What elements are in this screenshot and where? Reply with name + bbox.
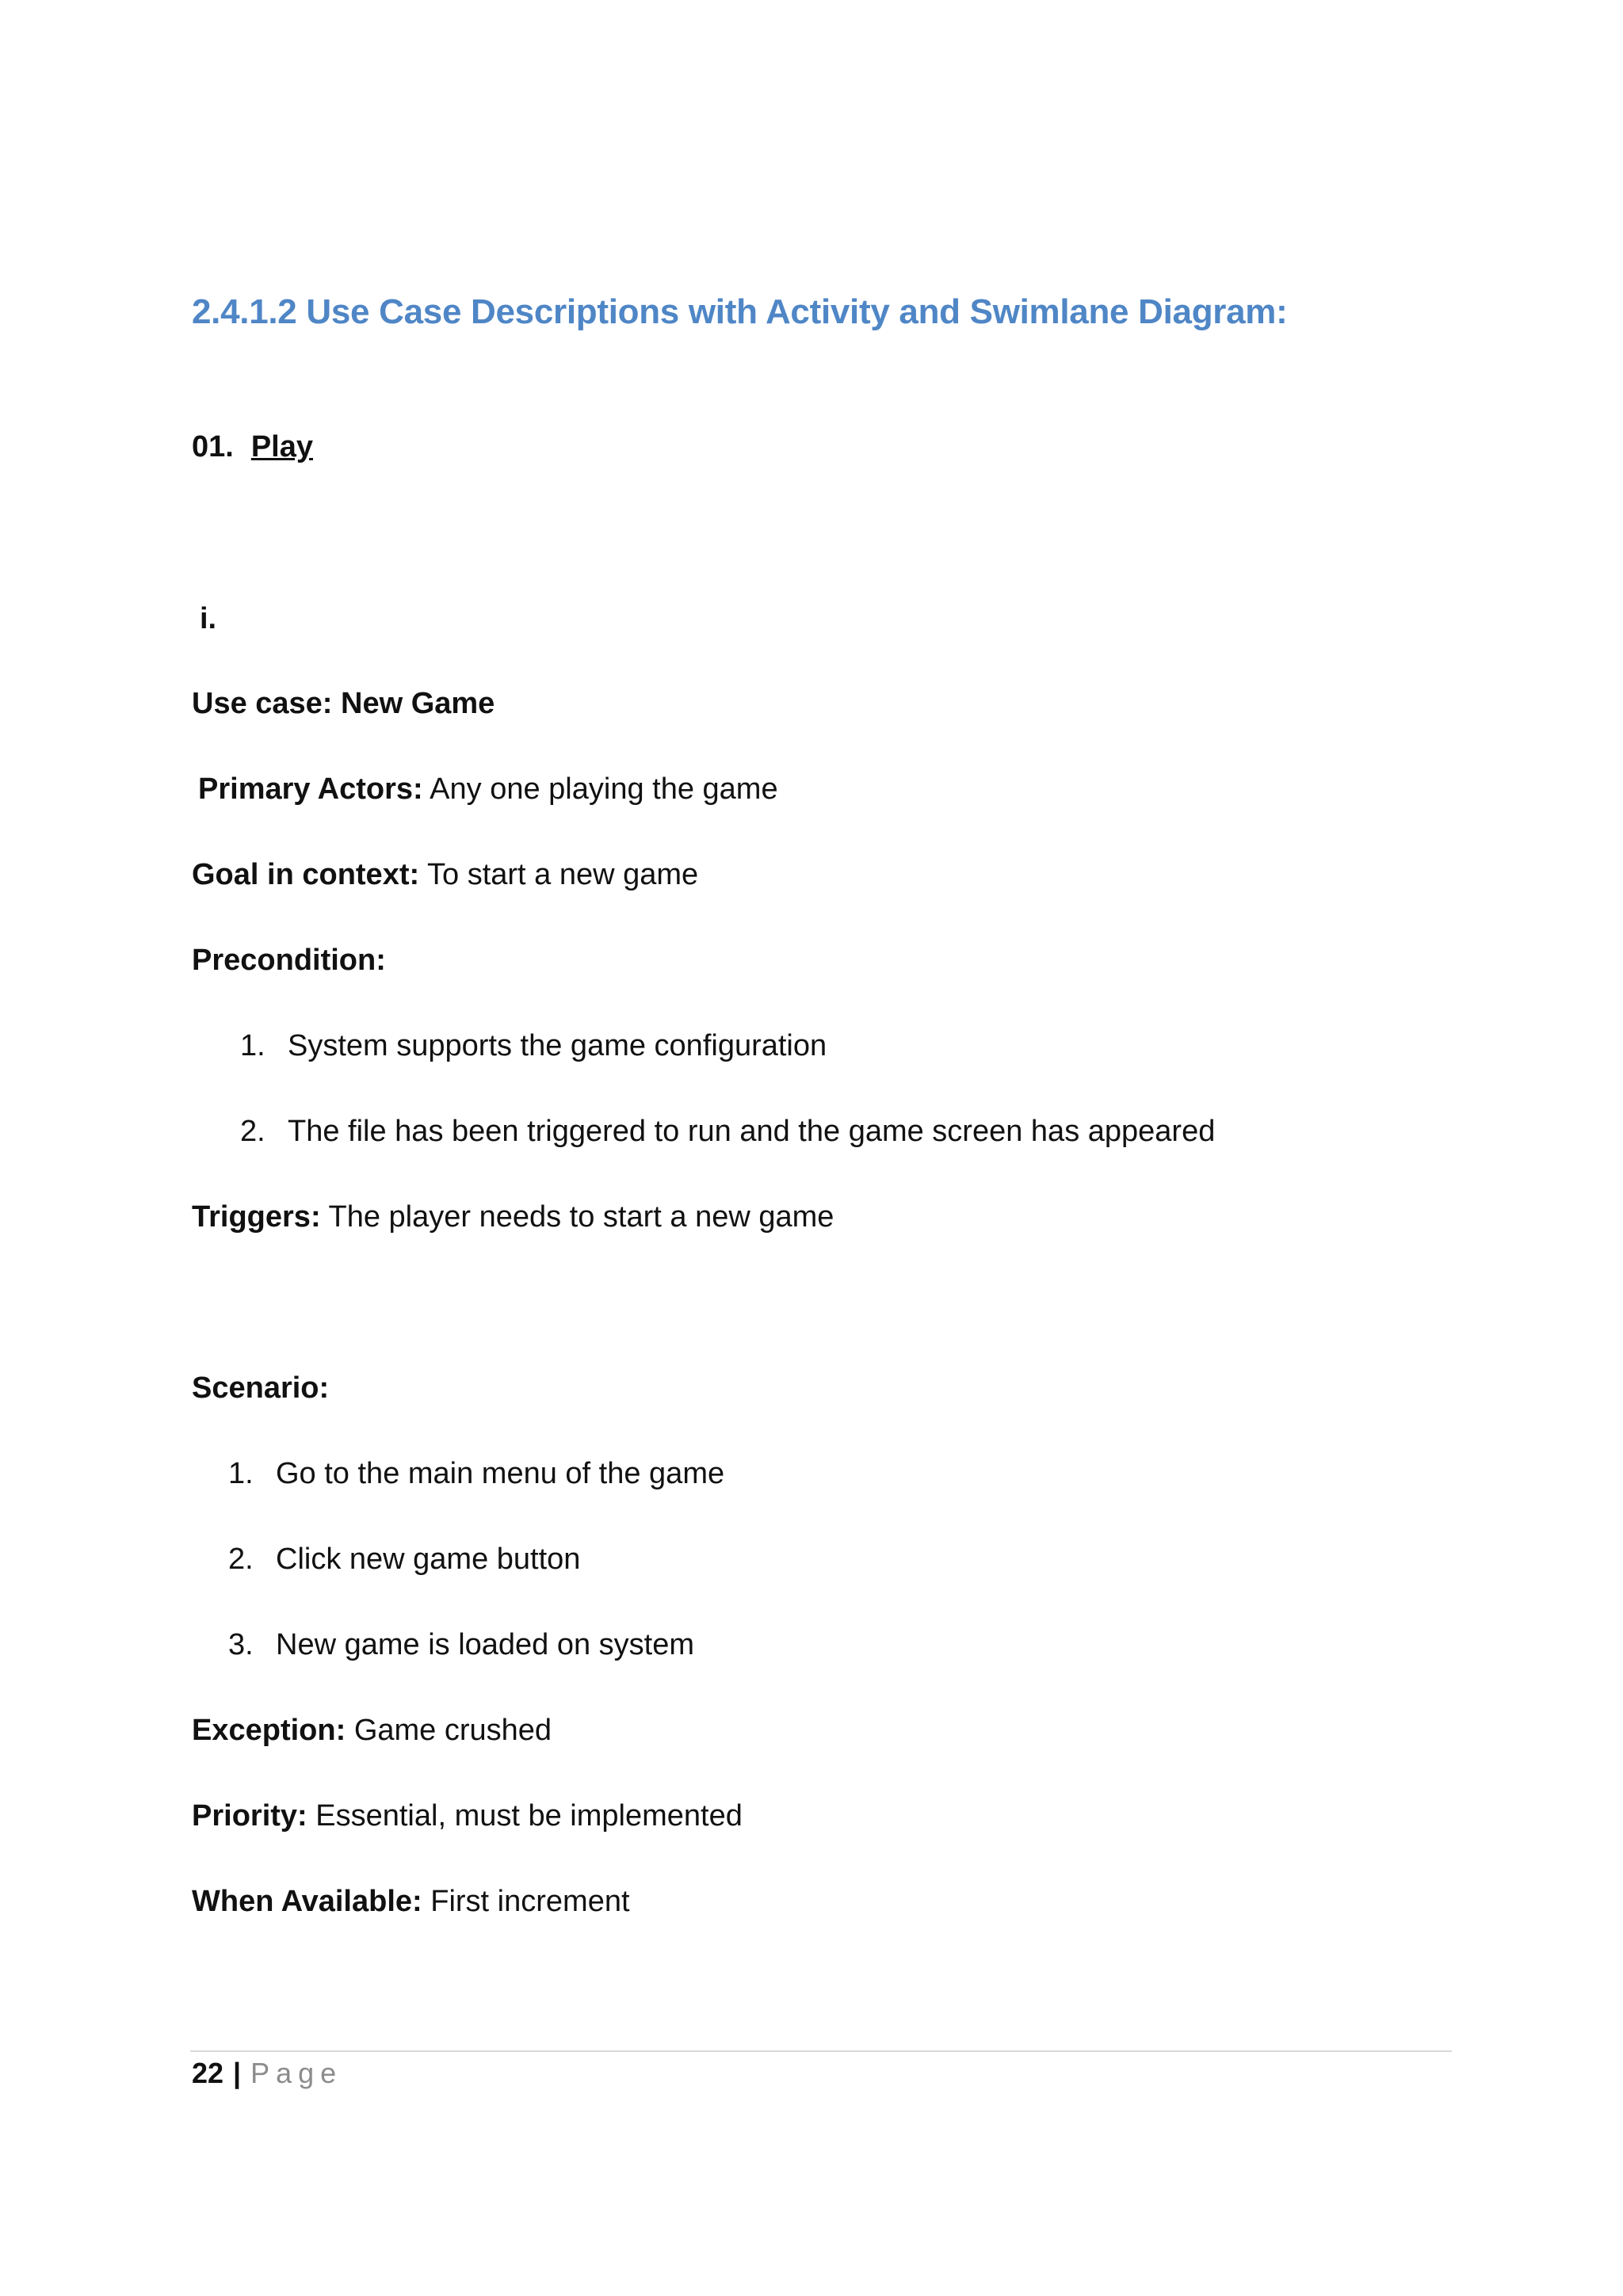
priority-label: Priority: — [192, 1799, 307, 1833]
goal-row — [192, 856, 698, 894]
triggers-value: The player needs to start a new game — [328, 1200, 834, 1234]
precondition-label: Precondition: — [192, 944, 386, 977]
goal-value: To start a new game — [427, 858, 699, 891]
precondition-item — [240, 1112, 1215, 1150]
use-case-label: Use case: New Game — [192, 687, 495, 720]
precondition-item — [240, 1027, 827, 1065]
scenario-item — [228, 1626, 694, 1664]
page-footer — [192, 2055, 342, 2092]
roman-numeral: i. — [200, 602, 217, 635]
page-label: Page — [250, 2057, 343, 2089]
exception-value: Game crushed — [353, 1714, 552, 1747]
footer-divider — [190, 2050, 1452, 2052]
exception-label: Exception: — [192, 1714, 346, 1747]
when-available-value: First increment — [430, 1885, 630, 1918]
scenario-label: Scenario: — [192, 1371, 330, 1405]
list-number: 3. — [228, 1628, 254, 1661]
list-text: The file has been triggered to run and the game screen has appeared — [288, 1115, 1216, 1148]
use-case-group-title — [192, 428, 313, 466]
goal-label: Goal in context: — [192, 858, 420, 891]
triggers-row — [192, 1198, 834, 1236]
priority-row — [192, 1797, 743, 1835]
when-available-label: When Available: — [192, 1885, 422, 1918]
priority-value: Essential, must be implemented — [315, 1799, 743, 1833]
list-text: System supports the game configuration — [288, 1029, 827, 1062]
primary-actors-row — [198, 770, 778, 808]
list-number: 2. — [240, 1115, 265, 1148]
primary-actors-value: Any one playing the game — [430, 772, 778, 806]
list-number: 1. — [240, 1029, 265, 1062]
scenario-item — [228, 1540, 580, 1578]
section-heading: 2.4.1.2 Use Case Descriptions with Activity and Swimlane Diagram: — [192, 292, 1288, 331]
page-number: 22 — [192, 2057, 224, 2089]
list-text: Click new game button — [276, 1543, 581, 1576]
list-text: Go to the main menu of the game — [276, 1457, 725, 1490]
group-number: 01. — [192, 430, 234, 463]
group-name: Play — [250, 430, 313, 463]
footer-separator: | — [233, 2057, 242, 2089]
when-available-row — [192, 1882, 630, 1920]
primary-actors-label: Primary Actors: — [198, 772, 423, 806]
exception-row — [192, 1711, 552, 1749]
triggers-label: Triggers: — [192, 1200, 321, 1234]
list-number: 1. — [228, 1457, 254, 1490]
list-text: New game is loaded on system — [276, 1628, 695, 1661]
scenario-item — [228, 1455, 724, 1493]
list-number: 2. — [228, 1543, 254, 1576]
